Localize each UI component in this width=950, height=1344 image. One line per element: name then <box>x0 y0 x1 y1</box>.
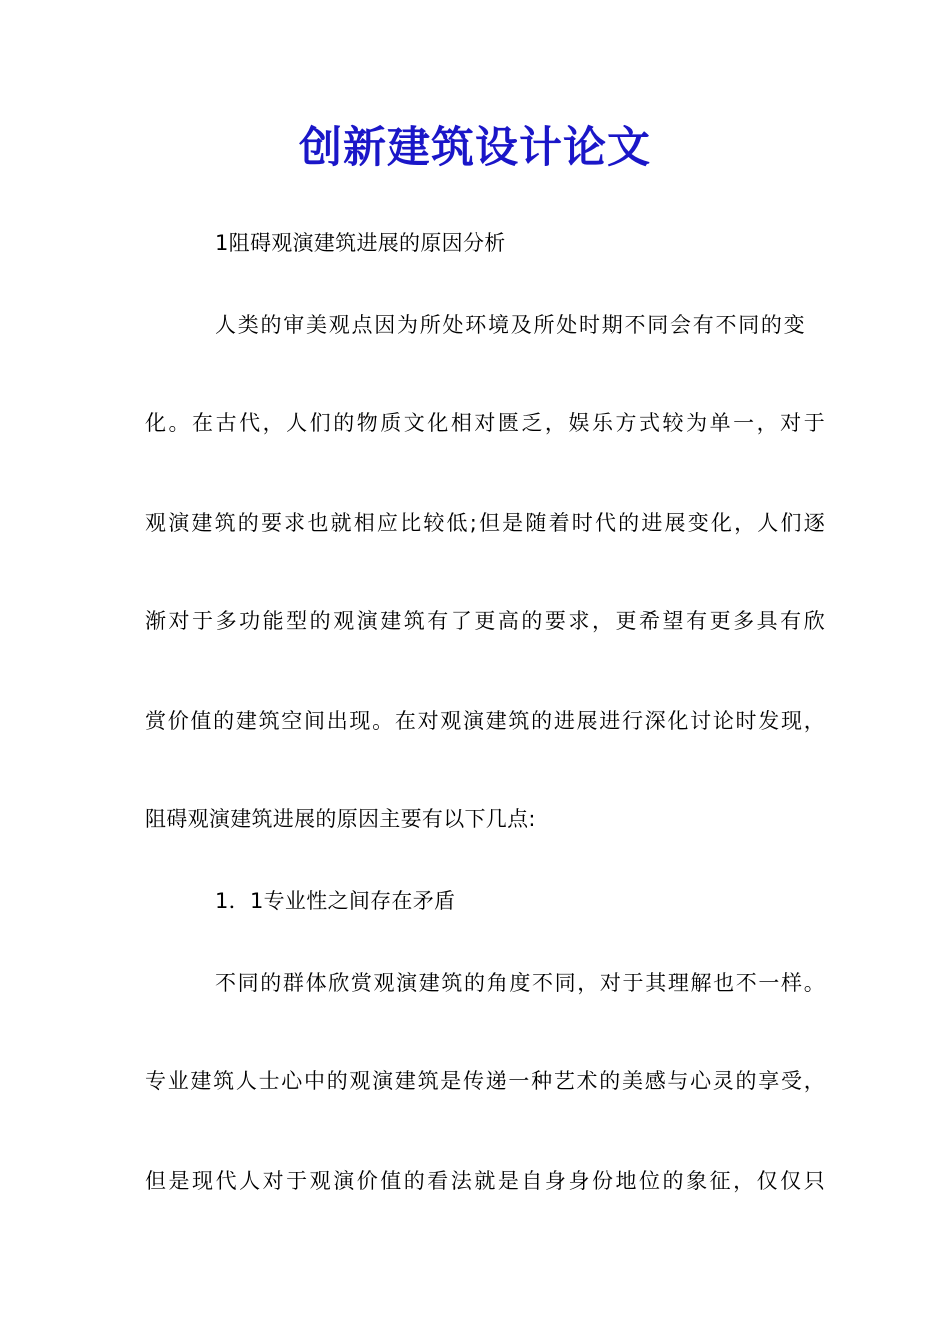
paragraph-line: 观演建筑的要求也就相应比较低;但是随着时代的进展变化，人们逐 <box>145 511 825 535</box>
section-heading: 1阻碍观演建筑进展的原因分析 <box>215 231 506 255</box>
subsection-heading: 1．1专业性之间存在矛盾 <box>215 889 456 913</box>
paragraph-line: 专业建筑人士心中的观演建筑是传递一种艺术的美感与心灵的享受， <box>145 1069 825 1093</box>
paragraph-line: 人类的审美观点因为所处环境及所处时期不同会有不同的变 <box>215 313 805 337</box>
paragraph-line: 赏价值的建筑空间出现。在对观演建筑的进展进行深化讨论时发现， <box>145 709 825 733</box>
paragraph-line: 渐对于多功能型的观演建筑有了更高的要求，更希望有更多具有欣 <box>145 609 825 633</box>
paragraph-line: 不同的群体欣赏观演建筑的角度不同，对于其理解也不一样。 <box>215 971 825 995</box>
paragraph-line: 但是现代人对于观演价值的看法就是自身身份地位的象征，仅仅只 <box>145 1169 825 1193</box>
paragraph-line: 化。在古代，人们的物质文化相对匮乏，娱乐方式较为单一，对于 <box>145 411 825 435</box>
document-title: 创新建筑设计论文 <box>299 123 651 173</box>
paragraph-line: 阻碍观演建筑进展的原因主要有以下几点: <box>145 807 536 831</box>
